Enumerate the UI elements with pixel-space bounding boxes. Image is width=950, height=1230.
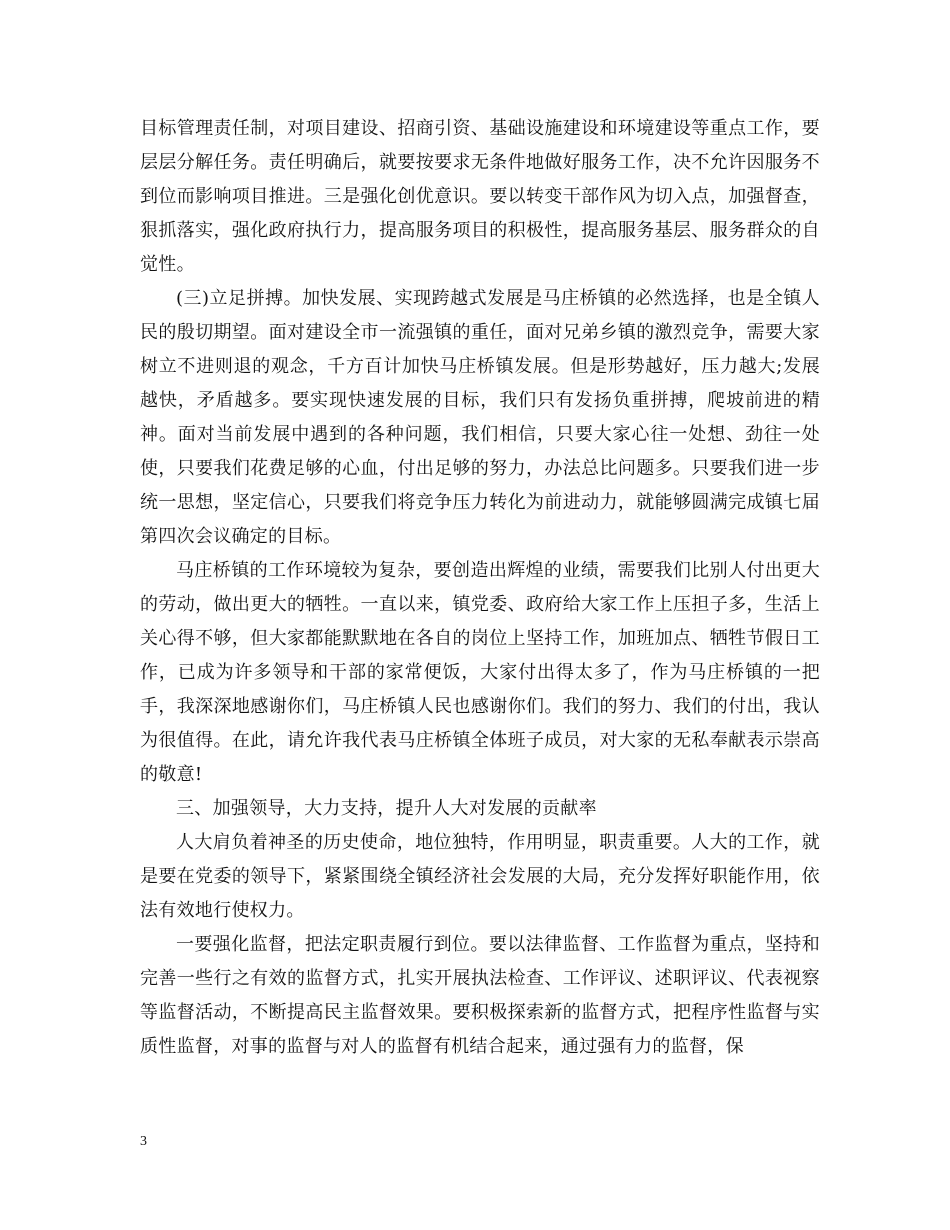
paragraph-1: 目标管理责任制，对项目建设、招商引资、基础设施建设和环境建设等重点工作，要层层分解任务。责任明确后，就要按要求无条件地做好服务工作，决不允许因服务不到位而影响项目推进。三是强化创优意识。要以转变干部作风为切入点，加强督查，狠抓落实，强化政府执行力，提高服务项目的积极性，提高服务基层、服务群众的自觉性。 xyxy=(140,118,820,275)
paragraph-5: 人大肩负着神圣的历史使命，地位独特，作用明显，职责重要。人大的工作，就是要在党委的领导下，紧紧围绕全镇经济社会发展的大局，充分发挥好职能作用，依法有效地行使权力。 xyxy=(140,832,820,921)
paragraph-3: 马庄桥镇的工作环境较为复杂，要创造出辉煌的业绩，需要我们比别人付出更大的劳动，做出更大的牺牲。一直以来，镇党委、政府给大家工作上压担子多，生活上关心得不够，但大家都能默默地在各自的岗位上坚持工作，加班加点、牺牲节假日工作，已成为许多领导和干部的家常便饭，大家付出得太多了，作为马庄桥镇的一把手，我深深地感谢你们，马庄桥镇人民也感谢你们。我们的努力、我们的付出，我认为很值得。在此，请允许我代表马庄桥镇全体班子成员，对大家的无私奉献表示崇高的敬意! xyxy=(140,560,820,785)
section-heading: 三、加强领导，大力支持，提升人大对发展的贡献率 xyxy=(176,798,597,819)
paragraph-6: 一要强化监督，把法定职责履行到位。要以法律监督、工作监督为重点，坚持和完善一些行之有效的监督方式，扎实开展执法检查、工作评议、述职评议、代表视察等监督活动，不断提高民主监督效果。要积极探索新的监督方式，把程序性监督与实质性监督，对事的监督与对人的监督有机结合起来，通过强有力的监督，保 xyxy=(140,934,820,1057)
page-number: 3 xyxy=(140,1134,147,1149)
document-body xyxy=(140,112,820,1064)
paragraph-2: (三)立足拼搏。加快发展、实现跨越式发展是马庄桥镇的必然选择，也是全镇人民的殷切期望。面对建设全市一流强镇的重任，面对兄弟乡镇的激烈竞争，需要大家树立不进则退的观念，千方百计加快马庄桥镇发展。但是形势越好，压力越大;发展越快，矛盾越多。要实现快速发展的目标，我们只有发扬负重拼搏，爬坡前进的精神。面对当前发展中遇到的各种问题，我们相信，只要大家心往一处想、劲往一处使，只要我们花费足够的心血，付出足够的努力，办法总比问题多。只要我们进一步统一思想，坚定信心，只要我们将竞争压力转化为前进动力，就能够圆满完成镇七届第四次会议确定的目标。 xyxy=(140,288,820,547)
